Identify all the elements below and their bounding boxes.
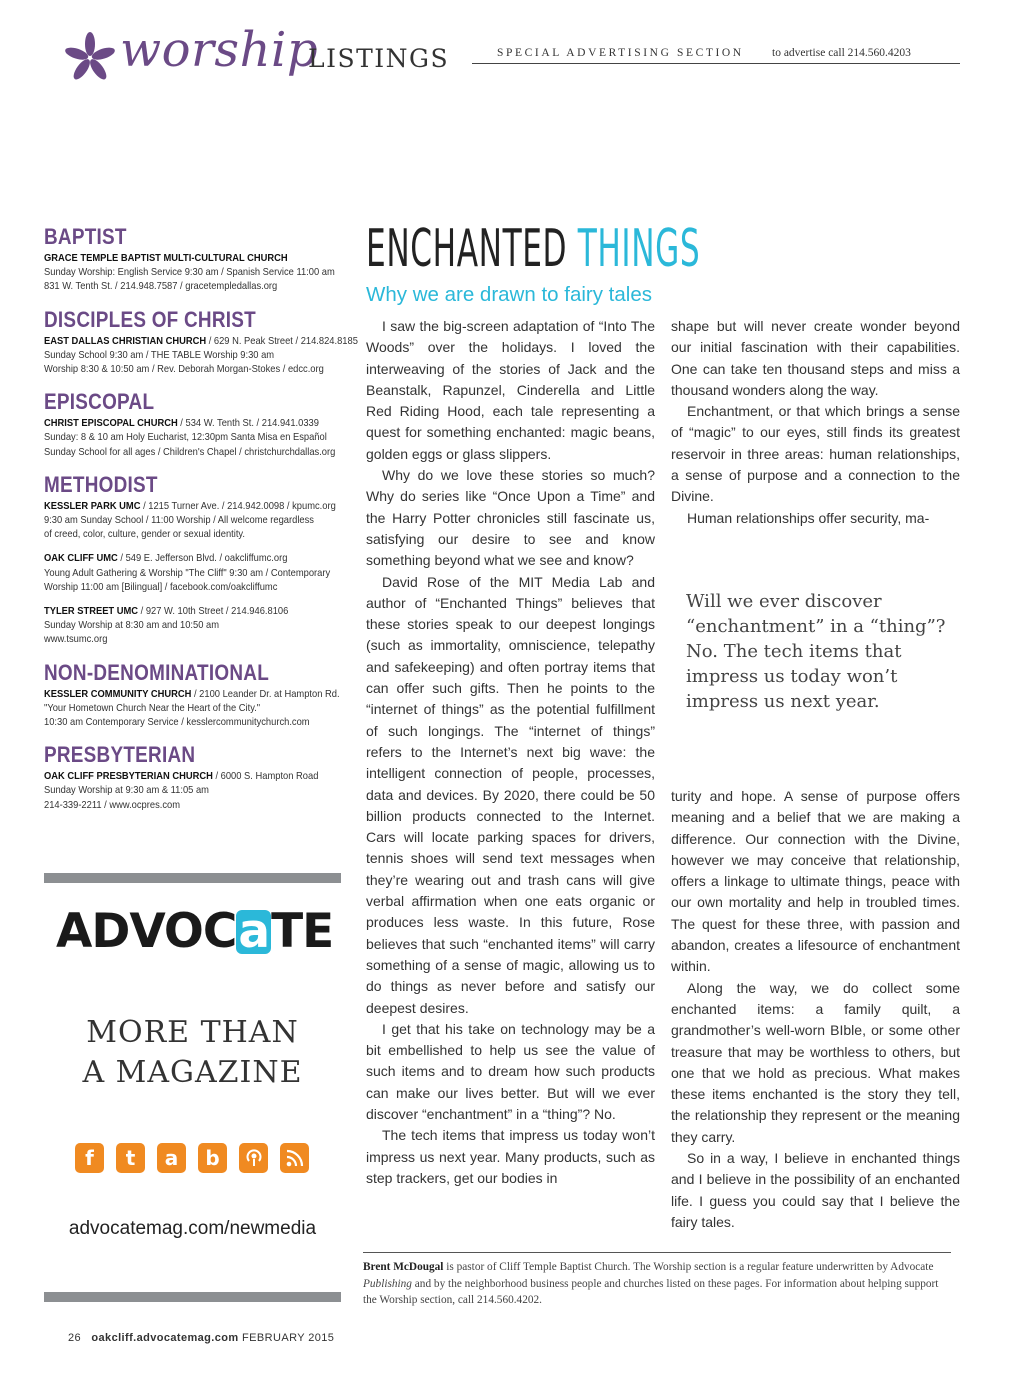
church-entry <box>44 552 344 595</box>
advertise-phone: to advertise call 214.560.4203 <box>772 47 911 59</box>
church-detail-line: Sunday School 9:30 am / THE TABLE Worship 9:30 am <box>44 349 275 361</box>
author-bio: Brent McDougal is pastor of Cliff Temple Baptist Church. The Worship section is a regular feature underwritten by Advocate Publishing and by the neighborhood business people and churches listed on these pages. For information about helping support the Worship section, call 214.560.4202. <box>363 1261 939 1306</box>
page-footer <box>68 1332 334 1344</box>
paragraph: Along the way, we do collect some enchanted items: a family quilt, a grandmother’s well-worn BIble, or some other treasure that may be worthless to others, but one that we hold as precious. What makes these items enchanted is the story they tell, the relationship they represent or the meaning they carry. <box>671 979 960 1145</box>
church-detail-line: 10:30 am Contemporary Service / kesslercommunitychurch.com <box>44 717 310 729</box>
footer-month: FEBRUARY 2015 <box>242 1332 335 1344</box>
church-detail-line: Young Adult Gathering & Worship "The Cliff" 9:30 am / Contemporary <box>44 567 331 579</box>
church-detail-line: Worship 8:30 & 10:50 am / Rev. Deborah Morgan-Stokes / edcc.org <box>44 364 324 376</box>
church-address: / 6000 S. Hampton Road <box>212 771 319 783</box>
denomination-heading: NON-DENOMINATIONAL <box>44 659 270 685</box>
church-name: EAST DALLAS CHRISTIAN CHURCH <box>44 335 207 347</box>
church-name: CHRIST EPISCOPAL CHURCH <box>44 418 178 430</box>
church-detail-line: of creed, color, culture, gender or sexual identity. <box>44 529 245 541</box>
paragraph: So in a way, I believe in enchanted things and I believe in the possibility of an enchanted life. I guess you could say that I believe the fairy tales. <box>671 1150 960 1230</box>
article-subtitle: Why we are drawn to fairy tales <box>366 283 652 306</box>
church-entry <box>44 500 344 543</box>
article-column-1 <box>366 316 655 1189</box>
paragraph: Why do we love these stories so much? Why do series like “Once Upon a Time” and the Harry Potter chronicles still fascinate us, satisfying our desire to see and know something beyond what we see and know? <box>366 467 655 569</box>
amazon-icon[interactable]: a <box>157 1143 186 1173</box>
church-detail-line: "Your Hometown Church Near the Heart of the City." <box>44 702 261 714</box>
more-than-a-magazine: MORE THAN A MAGAZINE <box>82 1015 303 1090</box>
church-address: / 927 W. 10th Street / 214.946.8106 <box>138 606 289 618</box>
church-name: KESSLER COMMUNITY CHURCH <box>44 688 192 700</box>
church-detail-line: 214-339-2211 / www.ocpres.com <box>44 799 181 811</box>
denomination-heading: METHODIST <box>44 471 158 497</box>
new-media-link[interactable]: advocatemag.com/newmedia <box>68 1218 317 1239</box>
church-detail-line: 9:30 am Sunday School / 11:00 Worship / All welcome regardless <box>44 515 314 527</box>
church-entry <box>44 605 344 648</box>
asterisk-logo-icon <box>62 30 118 86</box>
social-icons <box>75 1143 309 1173</box>
paragraph: The tech items that impress us today won’t impress us next year. Many products, such as step trackers, get our bodies in <box>366 1127 655 1186</box>
header-rule <box>472 63 960 64</box>
church-detail-line: Sunday: 8 & 10 am Holy Eucharist, 12:30pm Santa Misa en Español <box>44 432 327 444</box>
church-detail-line: 831 W. Tenth St. / 214.948.7587 / gracetempledallas.org <box>44 281 278 293</box>
church-name: KESSLER PARK UMC <box>44 500 141 512</box>
denomination-heading: BAPTIST <box>44 224 127 249</box>
church-detail-line: Sunday Worship at 8:30 am and 10:50 am <box>44 620 220 632</box>
church-entry <box>44 770 344 813</box>
church-name: TYLER STREET UMC <box>44 606 139 618</box>
church-entry <box>44 335 358 378</box>
logo-listings: LISTINGS <box>308 44 450 73</box>
church-entry <box>44 252 344 295</box>
church-listings <box>44 222 358 823</box>
church-entry <box>44 688 344 731</box>
church-address: / 549 E. Jefferson Blvd. / oakcliffumc.org <box>117 553 288 565</box>
twitter-icon[interactable]: t <box>116 1143 145 1173</box>
church-address: / 534 W. Tenth St. / 214.941.0339 <box>177 418 319 430</box>
pull-quote: Will we ever discover “enchantment” in a “thing”? No. The tech items that impress us today won’t impress us next year. <box>686 591 946 712</box>
paragraph: I saw the big-screen adaptation of “Into The Woods” over the holidays. I loved the interweaving of the stories of Jack and the Beanstalk, Rapunzel, Cinderella and Little Red Riding Hood, each tale representing a quest for something enchanted: magic beans, golden eggs or glass slippers. <box>366 318 655 462</box>
church-detail-line: Sunday Worship at 9:30 am & 11:05 am <box>44 785 209 797</box>
church-detail-line: Sunday Worship: English Service 9:30 am / Spanish Service 11:00 am <box>44 267 335 279</box>
paragraph: Enchantment, or that which brings a sense of “magic” to our eyes, still finds its greatest reservoir in three areas: human relationships, a sense of purpose and a connection to the Divine. <box>671 403 960 505</box>
church-address: / 1215 Turner Ave. / 214.942.0098 / kpumc.org <box>140 500 336 512</box>
church-detail-line: www.tsumc.org <box>44 634 108 646</box>
logo-worship: worship <box>120 22 319 78</box>
paragraph: turity and hope. A sense of purpose offers meaning and a belief that we are making a difference. Our connection with the Divine, however we may conceive that relationship, offers a linkage to ultimate things, peace with our own mortality and help in troubled times. The quest for these three, with passion and abandon, creates a lifesource of enchantment within. <box>671 788 960 975</box>
church-address: / 629 N. Peak Street / 214.824.8185 <box>206 335 358 347</box>
church-name: OAK CLIFF UMC <box>44 553 118 565</box>
advocate-logo: ADVOCaTE <box>56 904 334 959</box>
paragraph: shape but will never create wonder beyond our initial fascination with their capabilities. One can take ten thousand steps and miss a thousand wonders along the way. <box>671 318 960 398</box>
article-column-2-top <box>671 316 960 529</box>
denomination-heading: PRESBYTERIAN <box>44 742 196 768</box>
paragraph: David Rose of the MIT Media Lab and author of “Enchanted Things” believes that these stories speak to our deepest longings (such as immortality, omniscience, telepathy and safekeeping) and often portray items that can offer such gifts. Then he points to the “internet of things” as the potential fulfillment of such longings. The “internet of things” refers to the Internet’s next big wave: the intelligent connection of people, processes, data and devices. By 2020, there could be 50 billion products connected to the Internet. Cars will locate parking spaces for drivers, tennis shoes will send text messages when they’re wearing out and trash cans will give verbal affirmation when one eats organic or produces less waste. In this future, Rose believes that such “enchanted items” will carry something of a sense of magic, allowing us to do things as never before and satisfy our deepest desires. <box>366 573 655 1016</box>
denomination-heading: DISCIPLES OF CHRIST <box>44 306 256 332</box>
article-column-2-bottom <box>671 786 960 1233</box>
church-detail-line: Worship 11:00 am [Bilingual] / facebook.com/oakcliffumc <box>44 581 278 593</box>
blog-icon[interactable]: b <box>198 1143 227 1173</box>
bio-rule <box>363 1252 951 1253</box>
denomination-heading: EPISCOPAL <box>44 389 155 415</box>
article-title: ENCHANTED THINGS <box>366 219 701 279</box>
footer-site: oakcliff.advocatemag.com <box>91 1332 239 1344</box>
church-entry <box>44 417 344 460</box>
divider-bar-bottom <box>44 1292 341 1302</box>
page-number: 26 <box>68 1332 82 1344</box>
church-name: GRACE TEMPLE BAPTIST MULTI-CULTURAL CHURCH <box>44 253 288 264</box>
church-name: OAK CLIFF PRESBYTERIAN CHURCH <box>44 771 213 783</box>
paragraph: Human relationships offer security, ma- <box>687 509 930 526</box>
facebook-icon[interactable]: f <box>75 1143 104 1173</box>
church-address: / 2100 Leander Dr. at Hampton Rd. <box>191 688 340 700</box>
special-section-label: SPECIAL ADVERTISING SECTION <box>497 47 744 59</box>
podcast-icon[interactable] <box>239 1143 268 1173</box>
paragraph: I get that his take on technology may be a bit embellished to help us see the value of such items and to dream how such products can make our lives better. But will we ever discover “enchantment” in a “thing”? No. <box>366 1020 655 1122</box>
divider-bar <box>44 873 341 883</box>
church-detail-line: Sunday School for all ages / Children's Chapel / christchurchdallas.org <box>44 446 336 458</box>
rss-icon[interactable] <box>280 1143 309 1173</box>
